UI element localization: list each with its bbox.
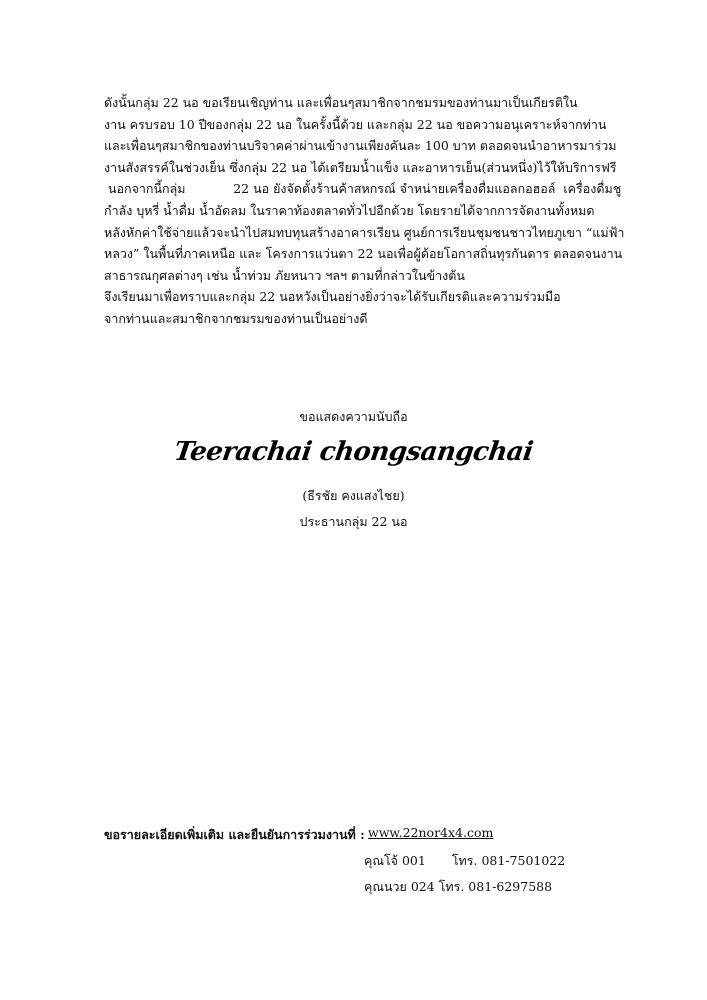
letter-line: จึงเรียนมาเพื่อทราบและกลุ่ม 22 นอหวังเป็นอย่างยิ่งว่าจะได้รับเกียรติและความร่วมมือ [104, 289, 561, 305]
letter-line: และเพื่อนๆสมาชิกของท่านบริจาคค่าผ่านเข้างานเพียงคันละ 100 บาท ตลอดจนนำอาหารมาร่วม [104, 138, 617, 154]
letter-line: หลังหักค่าใช้จ่ายแล้วจะนำไปสมทบทุนสร้างอาคารเรียน ศูนย์การเรียนชุมชนชาวไทยภูเขา “แม่ฟ้า [104, 224, 625, 240]
letter-line: กำลัง บุหรี่ น้ำดื่ม น้ำอัดลม ในราคาท้องตลาดทั่วไปอีกด้วย โดยรายได้จากการจัดงานทั้งหมด [104, 202, 595, 218]
closing-regards: ขอแสดงความนับถือ [299, 409, 408, 424]
signer-position: ประธานกลุ่ม 22 นอ [299, 514, 408, 529]
signature: Teerachai chongsangchai [172, 437, 535, 467]
contact-url-link[interactable]: www.22nor4x4.com [368, 825, 494, 840]
signer-name: (ธีรชัย คงแสงไชย) [302, 488, 405, 503]
contact-label: ขอรายละเอียดเพิ่มเติม และยืนยันการร่วมงานที่ : [104, 827, 365, 842]
letter-line: หลวง” ในพื้นที่ภาคเหนือ และ โครงการแว่นตา 22 นอเพื่อผู้ด้อยโอกาสถิ่นทุรกันดาร ตลอดจนงาน [104, 246, 623, 262]
contact-person-name: คุณโจ้ 001 [364, 853, 426, 868]
letter-line: จากท่านและสมาชิกจากชมรมของท่านเป็นอย่างดี [104, 310, 368, 326]
letter-body [104, 92, 664, 330]
contact-person-phone: โทร. 081-6297588 [438, 879, 553, 894]
contact-person-row [364, 877, 552, 897]
contact-person-row [364, 851, 565, 871]
letter-line: งานสังสรรค์ในช่วงเย็น ซึ่งกลุ่ม 22 นอ ได้เตรียมน้ำแข็ง และอาหารเย็น(ส่วนหนึ่ง)ไว้ให้บริการฟรี [104, 159, 617, 175]
letter-line: งาน ครบรอบ 10 ปีของกลุ่ม 22 นอ ในครั้งนี้ด้วย และกลุ่ม 22 นอ ขอความอนุเคราะห์จากท่าน [104, 116, 607, 132]
contact-person-phone: โทร. 081-7501022 [451, 853, 566, 868]
letter-line: ดังนั้นกลุ่ม 22 นอ ขอเรียนเชิญท่าน และเพื่อนๆสมาชิกจากชมรมของท่านมาเป็นเกียรติใน [104, 95, 578, 110]
letter-line: นอกจากนี้กลุ่ม 22 นอ ยังจัดตั้งร้านค้าสหกรณ์ จำหน่ายเครื่องดื่มแอลกอฮอล์ เครื่องดื่มชู [104, 181, 622, 197]
letter-line: สาธารณกุศลต่างๆ เช่น น้ำท่วม ภัยหนาว ฯลฯ ตามที่กล่าวในข้างต้น [104, 267, 465, 283]
contact-person-name: คุณนวย 024 [364, 879, 435, 894]
